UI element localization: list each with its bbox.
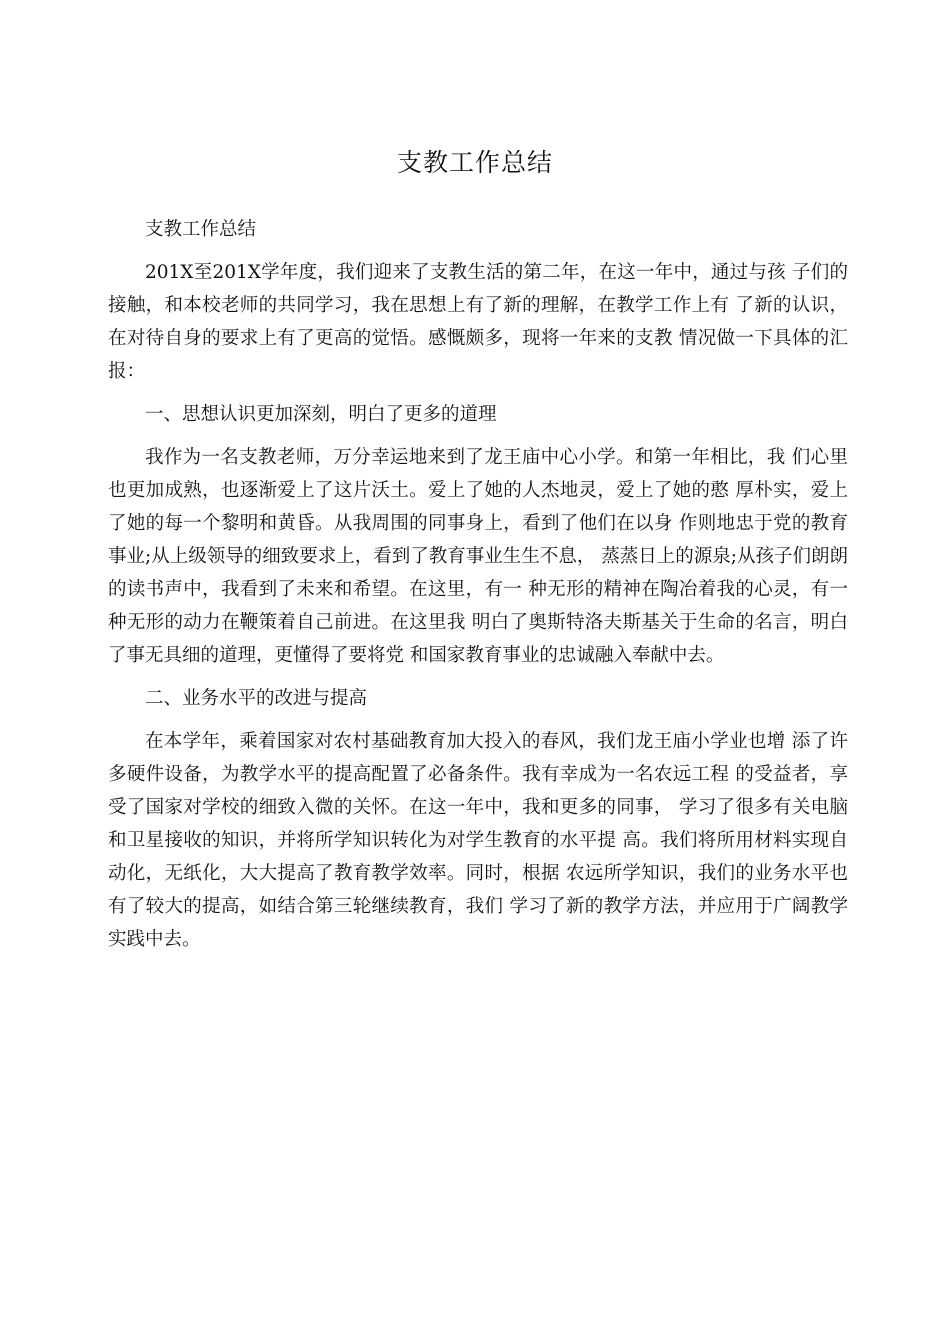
paragraph-section-2: 在本学年，乘着国家对农村基础教育加大投入的春风，我们龙王庙小学业也增 添了许多硬件设备，为教学水平的提高配置了必备条件。我有幸成为一名农远工程 的受益者，享受了国家对学校的细致入微的关怀。在这一年中，我和更多的同事， 学习了很多有关电脑和卫星接收的知识，并将所学知识转化为对学生教育的水平提 高。我们将所用材料实现自动化，无纸化，大大提高了教育教学效率。同时，根据 农远所学知识，我们的业务水平也有了较大的提高，如结合第三轮继续教育，我们 学习了新的教学方法，并应用于广阔教学实践中去。 xyxy=(108,731,848,950)
paragraph-subtitle: 支教工作总结 xyxy=(145,219,257,240)
paragraph-section-1: 我作为一名支教老师，万分幸运地来到了龙王庙中心小学。和第一年相比，我 们心里也更加成熟，也逐渐爱上了这片沃土。爱上了她的人杰地灵，爱上了她的憨 厚朴实，爱上了她的每一个黎明和黄昏。从我周围的同事身上，看到了他们在以身 作则地忠于党的教育事业;从上级领导的细致要求上，看到了教育事业生生不息， 蒸蒸日上的源泉;从孩子们朗朗的读书声中，我看到了未来和希望。在这里，有一 种无形的精神在陶冶着我的心灵，有一种无形的动力在鞭策着自己前进。在这里我 明白了奥斯特洛夫斯基关于生命的名言，明白了事无具细的道理，更懂得了要将党 和国家教育事业的忠诚融入奉献中去。 xyxy=(108,447,848,666)
paragraph-intro: 201X至201X学年度，我们迎来了支教生活的第二年，在这一年中，通过与孩 子们的接触，和本校老师的共同学习，我在思想上有了新的理解，在教学工作上有 了新的认识，在对待自身的要求上有了更高的觉悟。感慨颇多，现将一年来的支教 情况做一下具体的汇报： xyxy=(108,262,848,382)
section-heading-2: 二、业务水平的改进与提高 xyxy=(145,688,368,709)
document-title: 支教工作总结 xyxy=(396,148,553,177)
section-heading-1: 一、思想认识更加深刻，明白了更多的道理 xyxy=(145,404,497,425)
document-body xyxy=(108,213,848,966)
